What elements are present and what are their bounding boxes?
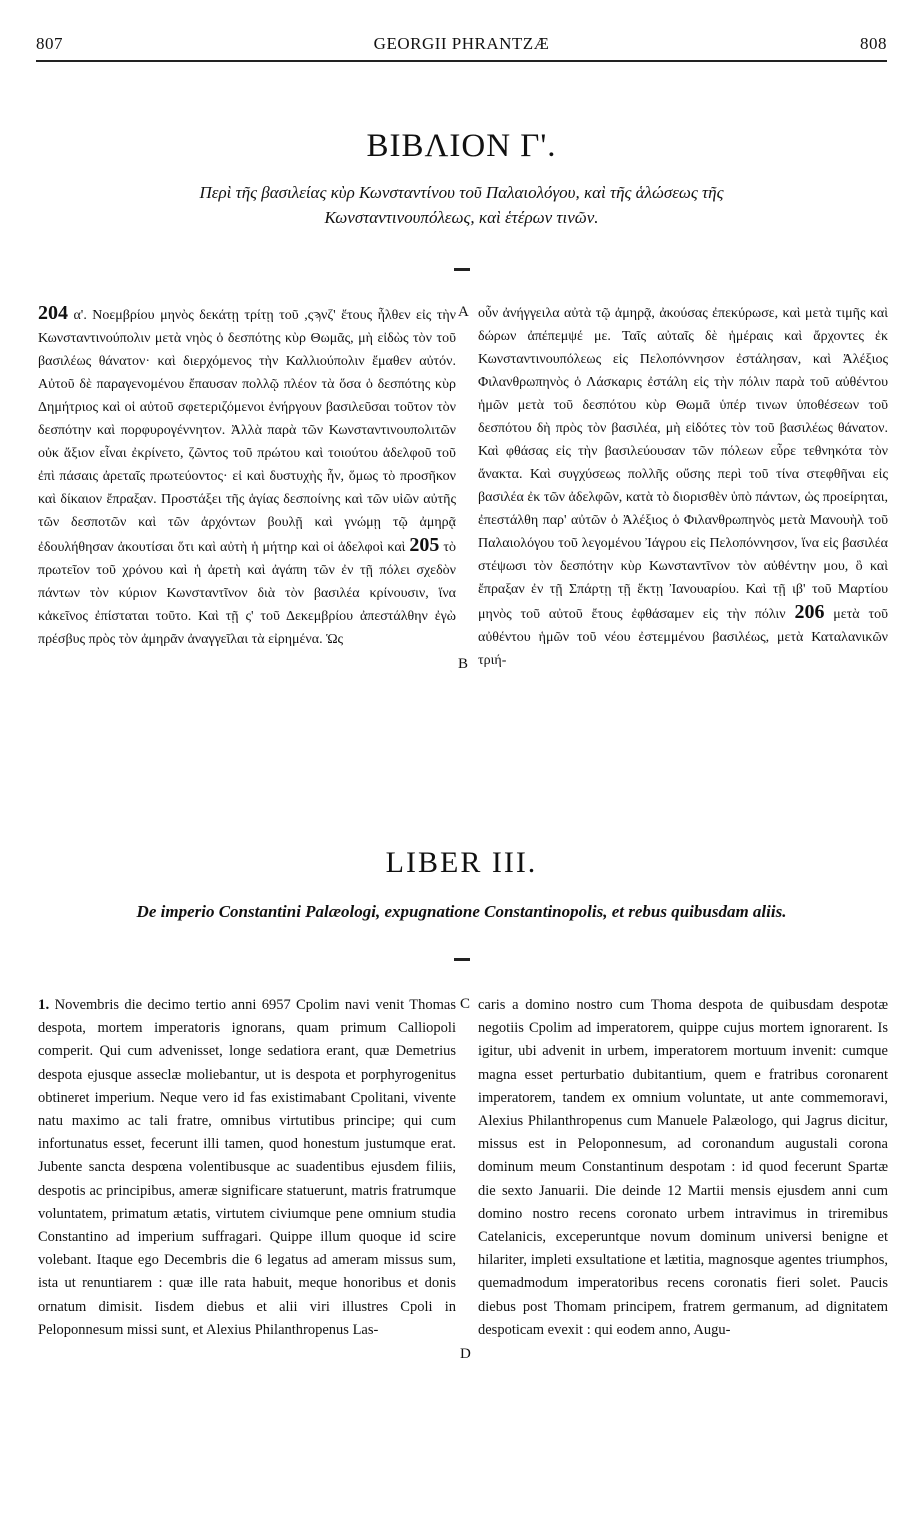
greek-book-title: ΒΙΒΛΙΟΝ Γ'.	[366, 128, 557, 164]
section-dash	[454, 268, 470, 271]
greek-right-text-2: μετὰ τοῦ αὐθέντου ἡμῶν τοῦ νέου ἐστεμμένου βασιλέως, μετὰ Καταλανικῶν τριή-	[478, 607, 889, 668]
greek-right-column	[478, 302, 888, 672]
page-number-left: 807	[36, 34, 63, 53]
greek-subtitle	[60, 180, 863, 230]
margin-marker-c: C	[460, 996, 471, 1012]
page-marker-205: 205	[409, 534, 440, 556]
latin-subtitle: De imperio Constantini Palæologi, expugnatione Constantinopolis, et rebus quibusdam aliis.	[136, 902, 787, 921]
greek-left-text-2: τὸ πρωτεῖον τοῦ χρόνου καὶ ἡ ἀρετὴ καὶ ἀγάπη τῶν ἐν τῇ πόλει σχεδὸν πάντων τὸν κύριον Κωνσταντῖνον διὰ τὸν βασιλέα κρίνουσιν, ἵνα κἀκεῖνος ἐπίσταται τοῦτο. Καὶ τῇ ς' τοῦ Δεκεμβρίου ἀπεστάλθην ἐγὼ πρέσβυς πρὸς τὸν ἀμηρᾶν ἀναγγεῖλαι τὰ εἰρημένα. Ὡς	[38, 540, 457, 647]
greek-subtitle-line2: Κωνσταντινουπόλεως, καὶ ἑτέρων τινῶν.	[324, 208, 599, 227]
page-marker-204: 204	[38, 302, 68, 324]
latin-right-paragraph: caris a domino nostro cum Thoma despota de quibusdam despotæ negotiis Cpolim ad imperatorem, quippe cujus mortem ignorarent. Is igitur, ubi advenit in urbem, imperatorem mortuum invenit: cumque magna esset perturbatio dubitantium, quem e fratribus coronarent imperatorem, tandem ex omnium voluntate, ut ante commemoravi, Alexius Philanthropenus cum Manuele Palæologo, qui Jagrus dicitur, missus est in Peloponnesum, ad coronandum augustali corona dominum meum Constantinum despotam : id quod fecerunt Spartæ die sexto Januarii. Die deinde 12 Martii mensis ejusdem anni cum domino nostro recens coronato urbem intravimus in triremibus Catelanicis, exceperuntque novum dominum universi benigne et hilariter, impleti exsultatione et lætitia, magnosque agentes triumphos, quemadmodum imperatoribus recens coronatis fieri solet. Paucis diebus post Thomam principem, fratrem germanum, ad dignitatem despoticam evexit : qui eodem anno, Augu-	[478, 997, 888, 1338]
margin-marker-d: D	[460, 1346, 471, 1362]
running-header	[36, 34, 887, 56]
latin-left-column	[38, 994, 456, 1342]
margin-marker-b: B	[458, 656, 469, 672]
latin-right-column	[478, 994, 888, 1342]
latin-left-text: Novembris die decimo tertio anni 6957 Cpolim navi venit Thomas despota, mortem imperatoris ignorans, quam primum Calliopoli comperit. Qui cum advenisset, longe sedatiora erant, quæ Demetrius despota ejusque asseclæ moliebantur, ut is despota et porphyrogenitus obtineret imperium. Neque vero id fas existimabant Cpolitani, vivente natu maximo ac tali fratre, omnibus virtutibus principe; qui cum infortunatus esset, fecerunt illi tamen, quod honestum justumque erat. Jubente sancta despœna volentibusque ac suadentibus ejusdem filiis, despotis ac principibus, ameræ significare statuerunt, matris fratrumque voluntatem, primatum ætatis, virtutem civiumque pene omnium studia Constantino ad imperium suffragari. Quippe illum quoque id scire volebant. Itaque ego Decembris die 6 legatus ad ameram missus sum, ista ut renuntiarem : quæ ille rata habuit, meque honoribus et donis ornatum dimisit. Iisdem diebus et alii viri illustres Cpoli in Peloponnesum missi sunt, et Alexius Philanthropenus Las-	[38, 997, 456, 1338]
greek-left-column	[38, 302, 456, 651]
margin-marker-a: A	[458, 304, 469, 320]
greek-left-text-1: α'. Νοεμβρίου μηνὸς δεκάτῃ τρίτῃ τοῦ ,ςϡνζ' ἔτους ἦλθεν εἰς τὴν Κωνσταντινούπολιν μετὰ νηὸς ὁ δεσπότης κὺρ Θωμᾶς, μὴ εἰδὼς τὸν τοῦ βασιλέως θάνατον· καὶ διερχόμενος τὴν Καλλιούπολιν ἔμαθεν αὐτόν. Αὐτοῦ δὲ παραγενομένου ἔπαυσαν πολλῷ πλέον τὰ ὅσα ὁ δεσπότης κὺρ Δημήτριος καὶ οἱ αὐτοῦ σφετεριζόμενοι ἐνήργουν βασιλεῦσαι τοῦτον τὸν δεσπότην καὶ πορφυρογέννητον. Ἀλλὰ παρὰ τῶν Κωνσταντινουπολιτῶν οὐκ ἄξιον εἶναι ἐκρίνετο, ζῶντος τοῦ πρώτου καὶ τοιούτου ἀδελφοῦ τοῦ ἐπὶ πάσαις ἀρεταῖς πρωτεύοντος· εἰ καὶ δυστυχὴς ἦν, ὅμως τὸ προσῆκον καὶ δίκαιον ἔπραξαν. Προστάξει τῆς ἁγίας δεσποίνης καὶ τῶν υἱῶν αὐτῆς τῶν δεσποτῶν καὶ τῶν ἀρχόντων βουλῇ καὶ γνώμῃ τῷ ἀμηρᾷ ἐδουλήθησαν ἀκουτίσαι ὅτι καὶ αὐτὴ ἡ μήτηρ καὶ οἱ ἀδελφοὶ καὶ	[38, 308, 456, 555]
greek-right-paragraph	[478, 302, 888, 672]
section-dash-latin	[454, 958, 470, 961]
paragraph-number: 1.	[38, 997, 50, 1013]
greek-left-paragraph	[38, 302, 456, 651]
greek-right-text-1: οὖν ἀνήγγειλα αὐτὰ τῷ ἀμηρᾷ, ἀκούσας ἐπεκύρωσε, καὶ μετὰ τιμῆς καὶ δώρων ἀπέπεμψέ με. Ταῖς αὐταῖς δὲ ἡμέραις καὶ ἄρχοντες ἐκ Κωνσταντινουπόλεως εἰς Πελοπόννησον ἐστάλησαν, καὶ Ἀλέξιος Φιλανθρωπηνὸς ὁ Λάσκαρις ἐστάλη εἰς τὴν πόλιν παρὰ τοῦ αὐθέντου ἡμῶν μετὰ τοῦ δεσπότου κὺρ Θωμᾶ ὑπέρ τινων ὑποθέσεων τοῦ δεσπότου δὴ πρὸς τὸν βασιλέα, μὴ εἰδότες τὸν τοῦ βασιλέως θάνατον. Καὶ φθάσας εἰς τὴν βασιλεύουσαν τῶν πόλεων εὗρε τεθνηκότα τὸν ἄνακτα. Καὶ συγχύσεως πολλῆς οὔσης περὶ τοῦ τίνα στεφθῆναι εἰς βασιλέα ἐκ τῶν ἀδελφῶν, κατὰ τὸ διορισθὲν ὑπὸ πάντων, ὡς προείρηται, ἐπεστάλθη παρ' αὐτῶν ὁ Ἀλέξιος ὁ Φιλανθρωπηνὸς μετὰ Μανουὴλ τοῦ Παλαιολόγου τοῦ λεγομένου Ἰάγρου εἰς Πελοπόννησον, ἵνα εἰς βασιλέα στέψωσι τὸν δεσπότην κὺρ Κωνσταντῖνον τὸν αὐθέντην μου, ὃ καὶ ἔπραξαν ἐν τῇ Σπάρτῃ τῇ ἕκτῃ Ἰανουαρίου. Καὶ τῇ ιβ' τοῦ Μαρτίου μηνὸς τοῦ αὐτοῦ ἔτους ἐφθάσαμεν εἰς τὴν πόλιν	[478, 306, 888, 622]
page-number-right: 808	[860, 34, 887, 53]
running-title: GEORGII PHRANTZÆ	[373, 34, 550, 53]
greek-subtitle-line1: Περὶ τῆς βασιλείας κὺρ Κωνσταντίνου τοῦ Παλαιολόγου, καὶ τῆς ἁλώσεως τῆς	[199, 183, 724, 202]
header-rule	[36, 60, 887, 62]
latin-left-paragraph	[38, 994, 456, 1342]
latin-book-title: LIBER III.	[385, 846, 538, 879]
page-marker-206: 206	[794, 601, 825, 623]
